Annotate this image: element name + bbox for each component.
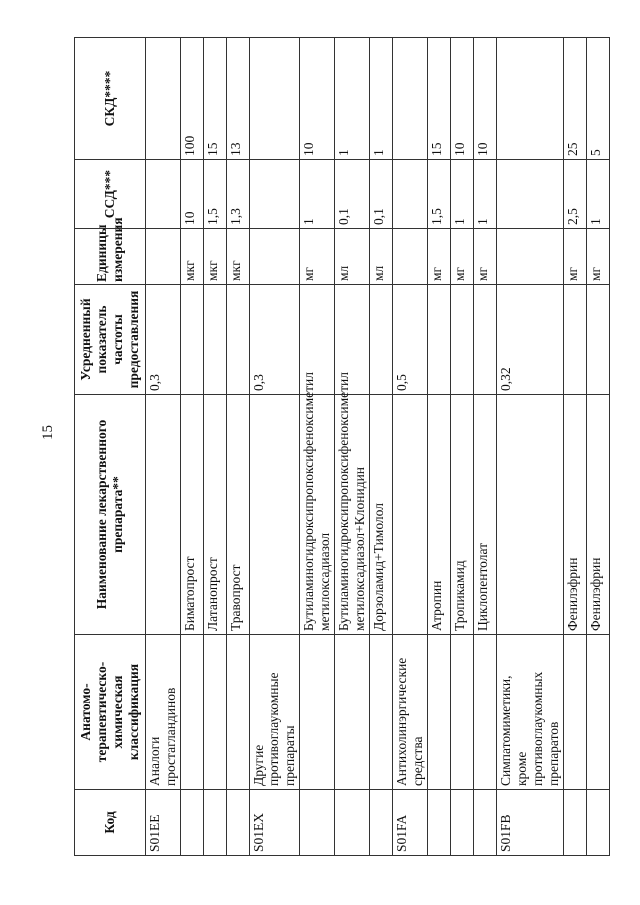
cell-skd: 25	[563, 38, 586, 160]
cell-code	[335, 790, 370, 856]
cell-skd: 100	[180, 38, 203, 160]
cell-skd: 10	[300, 38, 335, 160]
cell-indicator: 0,32	[496, 285, 563, 395]
cell-drug	[392, 395, 427, 635]
cell-classification	[450, 635, 473, 790]
cell-skd	[145, 38, 180, 160]
cell-unit	[392, 229, 427, 285]
cell-classification	[586, 635, 609, 790]
cell-unit: мг	[563, 229, 586, 285]
cell-indicator	[180, 285, 203, 395]
table-row	[473, 38, 496, 856]
cell-drug: Бутиламиногидроксипропоксифеноксиметил метилоксадиазол	[300, 395, 335, 635]
cell-ssd: 1,5	[203, 160, 226, 229]
cell-drug: Биматопрост	[180, 395, 203, 635]
page-number: 15	[40, 425, 56, 440]
cell-skd: 10	[450, 38, 473, 160]
header-classification: Анатомо-терапевтическо-химическая классификация	[75, 635, 146, 790]
cell-ssd: 0,1	[335, 160, 370, 229]
cell-drug	[145, 395, 180, 635]
cell-code	[450, 790, 473, 856]
cell-classification	[563, 635, 586, 790]
cell-code	[427, 790, 450, 856]
cell-ssd	[392, 160, 427, 229]
cell-skd	[392, 38, 427, 160]
cell-ssd	[496, 160, 563, 229]
header-unit: Единицы измерения	[75, 229, 146, 285]
cell-drug: Дорзоламид+Тимолол	[369, 395, 392, 635]
cell-unit: мг	[473, 229, 496, 285]
header-indicator: Усредненный показатель частоты предоставления	[75, 285, 146, 395]
table-row	[369, 38, 392, 856]
table-row	[300, 38, 335, 856]
cell-classification	[180, 635, 203, 790]
cell-classification: Другие противоглаукомные препараты	[249, 635, 300, 790]
cell-ssd	[249, 160, 300, 229]
cell-skd: 13	[226, 38, 249, 160]
cell-code: S01FA	[392, 790, 427, 856]
table-row	[563, 38, 586, 856]
header-drug: Наименование лекарственного препарата**	[75, 395, 146, 635]
table-row	[203, 38, 226, 856]
header-ssd: ССД***	[75, 160, 146, 229]
cell-classification: Симпатомиметики, кроме противоглаукомных препаратов	[496, 635, 563, 790]
cell-ssd: 2,5	[563, 160, 586, 229]
cell-indicator	[563, 285, 586, 395]
cell-drug: Бутиламиногидроксипропоксифеноксиметил метилоксадиазол+Клонидин	[335, 395, 370, 635]
cell-ssd	[145, 160, 180, 229]
cell-indicator	[203, 285, 226, 395]
cell-classification	[427, 635, 450, 790]
cell-code	[226, 790, 249, 856]
cell-indicator	[450, 285, 473, 395]
table-row	[249, 38, 300, 856]
cell-unit: мл	[369, 229, 392, 285]
cell-skd: 15	[427, 38, 450, 160]
cell-unit	[145, 229, 180, 285]
table-header-row	[75, 38, 146, 856]
cell-ssd: 1,3	[226, 160, 249, 229]
cell-classification	[369, 635, 392, 790]
table-row	[145, 38, 180, 856]
cell-drug	[496, 395, 563, 635]
header-skd: СКД****	[75, 38, 146, 160]
cell-skd	[249, 38, 300, 160]
cell-code: S01EE	[145, 790, 180, 856]
cell-drug: Травопрост	[226, 395, 249, 635]
cell-unit: мкг	[180, 229, 203, 285]
table-body	[145, 38, 609, 856]
cell-ssd: 1	[450, 160, 473, 229]
cell-code	[473, 790, 496, 856]
table-row	[427, 38, 450, 856]
cell-indicator	[586, 285, 609, 395]
table-row	[586, 38, 609, 856]
cell-unit: мг	[427, 229, 450, 285]
table-row	[335, 38, 370, 856]
cell-skd	[496, 38, 563, 160]
cell-drug: Атропин	[427, 395, 450, 635]
cell-unit: мг	[450, 229, 473, 285]
cell-unit	[249, 229, 300, 285]
table-row	[496, 38, 563, 856]
cell-classification	[335, 635, 370, 790]
header-code: Код	[75, 790, 146, 856]
table-row	[226, 38, 249, 856]
cell-unit: мкг	[226, 229, 249, 285]
cell-ssd: 10	[180, 160, 203, 229]
cell-drug: Тропикамид	[450, 395, 473, 635]
cell-code	[300, 790, 335, 856]
cell-ssd: 1	[473, 160, 496, 229]
cell-indicator	[369, 285, 392, 395]
cell-classification: Антихолинэргические средства	[392, 635, 427, 790]
cell-drug: Циклопентолат	[473, 395, 496, 635]
cell-skd: 10	[473, 38, 496, 160]
cell-ssd: 1,5	[427, 160, 450, 229]
cell-skd: 1	[335, 38, 370, 160]
cell-indicator: 0,3	[145, 285, 180, 395]
cell-code	[586, 790, 609, 856]
cell-classification	[203, 635, 226, 790]
cell-drug: Фенилэфрин	[586, 395, 609, 635]
cell-classification: Аналоги простагландинов	[145, 635, 180, 790]
cell-ssd: 1	[300, 160, 335, 229]
cell-unit: мкг	[203, 229, 226, 285]
cell-indicator	[473, 285, 496, 395]
cell-code: S01FB	[496, 790, 563, 856]
cell-ssd: 0,1	[369, 160, 392, 229]
table-row	[392, 38, 427, 856]
cell-indicator: 0,3	[249, 285, 300, 395]
cell-skd: 15	[203, 38, 226, 160]
cell-unit: мл	[335, 229, 370, 285]
cell-code: S01EX	[249, 790, 300, 856]
cell-code	[180, 790, 203, 856]
cell-code	[203, 790, 226, 856]
cell-unit: мг	[300, 229, 335, 285]
cell-drug: Латанопрост	[203, 395, 226, 635]
cell-classification	[300, 635, 335, 790]
cell-unit: мг	[586, 229, 609, 285]
cell-skd: 1	[369, 38, 392, 160]
cell-indicator: 0,5	[392, 285, 427, 395]
cell-code	[563, 790, 586, 856]
cell-code	[369, 790, 392, 856]
cell-ssd: 1	[586, 160, 609, 229]
table-row	[180, 38, 203, 856]
cell-classification	[226, 635, 249, 790]
drug-table	[74, 37, 610, 856]
cell-classification	[473, 635, 496, 790]
cell-skd: 5	[586, 38, 609, 160]
rotated-table-container	[74, 38, 603, 856]
cell-indicator	[226, 285, 249, 395]
cell-unit	[496, 229, 563, 285]
cell-drug	[249, 395, 300, 635]
cell-indicator	[427, 285, 450, 395]
cell-drug: Фенилэфрин	[563, 395, 586, 635]
table-row	[450, 38, 473, 856]
